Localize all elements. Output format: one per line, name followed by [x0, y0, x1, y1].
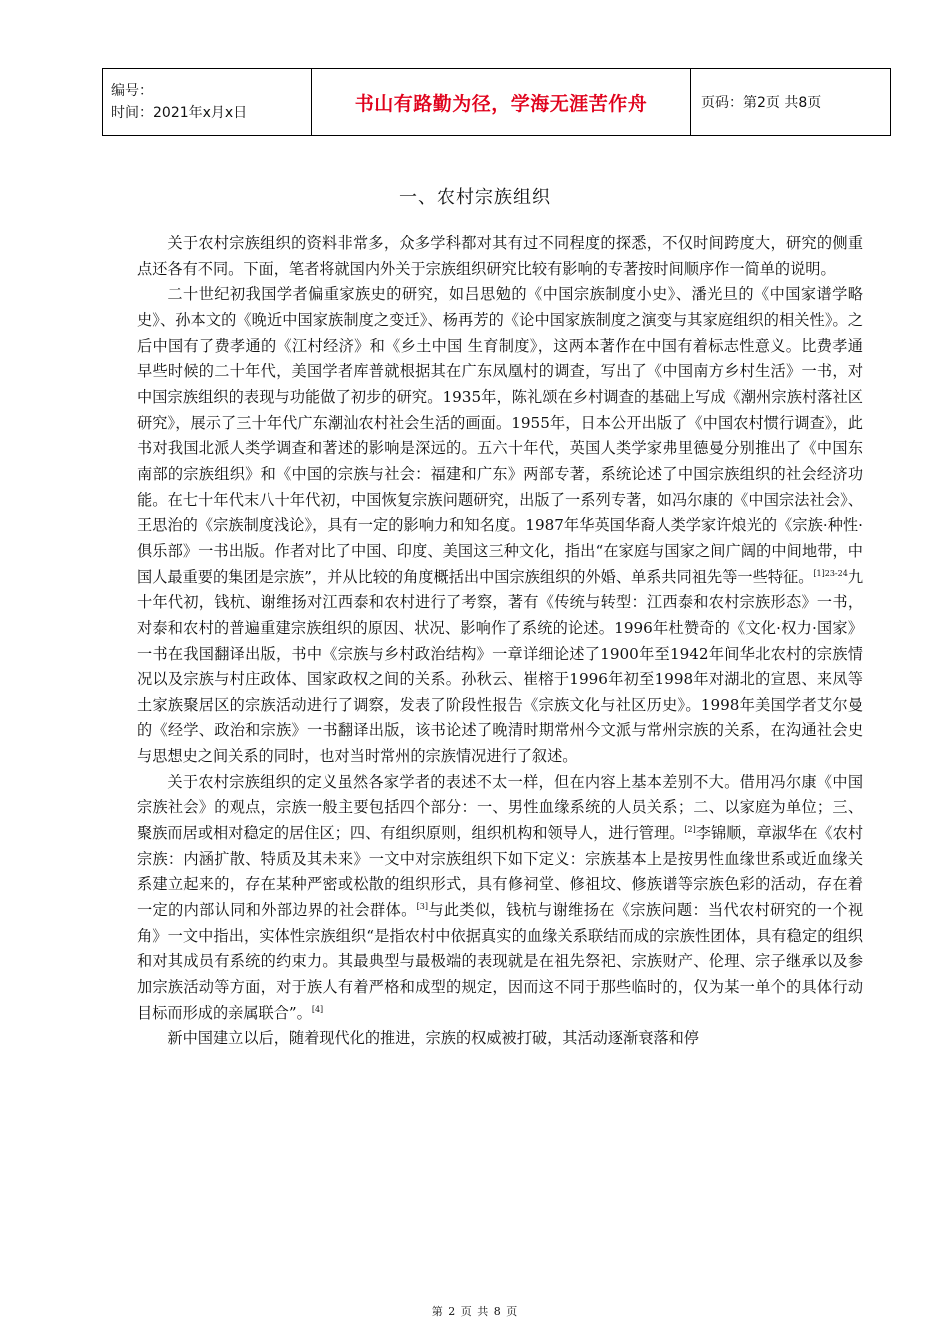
doc-time-label: 时间：2021年x月x日: [111, 105, 248, 121]
paragraph: 二十世纪初我国学者偏重家族史的研究，如吕思勉的《中国宗族制度小史》、潘光旦的《中国家谱学略史》、孙本文的《晚近中国家族制度之变迁》、杨再芳的《论中国家族制度之演变与其家庭组织的相关性》。之后中国有了费孝通的《江村经济》和《乡土中国 生育制度》，这两本著作在中国有着标志性意义。比费孝通早些时候的二十年代，美国学者库普就根据其在广东凤凰村的调查，写出了《中国南方乡村生活》一书，对中国宗族组织的表现与功能做了初步的研究。1935年，陈礼颂在乡村调查的基础上写成《潮州宗族村落社区研究》，展示了三十年代广东潮汕农村社会生活的画面。1955年，日本公开出版了《中国农村惯行调查》，此书对我国北派人类学调查和著述的影响是深远的。五六十年代，英国人类学家弗里德曼分别推出了《中国东南部的宗族组织》和《中国的宗族与社会：福建和广东》两部专著，系统论述了中国宗族组织的社会经济功能。在七十年代末八十年代初，中国恢复宗族问题研究，出版了一系列专著，如冯尔康的《中国宗法社会》、王思治的《宗族制度浅论》，具有一定的影响力和知名度。1987年华英国华裔人类学家许烺光的《宗族·种性·俱乐部》一书出版。作者对比了中国、印度、美国这三种文化，指出“在家庭与国家之间广阔的中间地带，中国人最重要的集团是宗族”，并从比较的角度概括出中国宗族组织的外婚、单系共同祖先等一些特征。$^{[1]23-24}$九十年代初，钱杭、谢维扬对江西泰和农村进行了考察，著有《传统与转型：江西泰和农村宗族形态》一书，对泰和农村的普遍重建宗族组织的原因、状况、影响作了系统的论述。1996年杜赞奇的《文化·权力·国家》一书在我国翻译出版，书中《宗族与乡村政治结构》一章详细论述了1900年至1942年间华北农村的宗族情况以及宗族与村庄政体、国家政权之间的关系。孙秋云、崔榕于1996年初至1998年对湖北的宣恩、来凤等土家族聚居区的宗族活动进行了调察，发表了阶段性报告《宗族文化与社区历史》。1998年美国学者艾尔曼的《经学、政治和宗族》一书翻译出版，该书论述了晚清时期常州今文派与常州宗族的关系，在沟通社会史与思想史之间关系的同时，也对当时常州的宗族情况进行了叙述。: [137, 285, 864, 766]
paragraph: 新中国建立以后，随着现代化的推进，宗族的权威被打破，其活动逐渐衰落和停: [167, 1029, 699, 1048]
header-meta-cell: [103, 69, 312, 136]
citation-ref: [2]: [684, 825, 696, 835]
paragraph: 关于农村宗族组织的资料非常多，众多学科都对其有过不同程度的探悉，不仅时间跨度大，研究的侧重点还各有不同。下面，笔者将就国内外关于宗族组织研究比较有影响的专著按时间顺序作一简单的说明。: [137, 234, 863, 278]
doc-number-label: 编号：: [111, 83, 153, 99]
paragraph: 关于农村宗族组织的定义虽然各家学者的表述不太一样，但在内容上基本差别不大。借用冯尔康《中国宗族社会》的观点，宗族一般主要包括四个部分：一、男性血缘系统的人员关系；二、以家庭为单位；三、聚族而居或相对稳定的居住区；四、有组织原则，组织机构和领导人，进行管理。[2]李锦顺，章淑华在《农村宗族：内涵扩散、特质及其未来》一文中对宗族组织下如下定义：宗族基本上是按男性血缘世系或近血缘关系建立起来的，存在某种严密或松散的组织形式，具有修祠堂、修祖坟、修族谱等宗族色彩的活动，存在着一定的内部认同和外部边界的社会群体。[3]与此类似，钱杭与谢维扬在《宗族问题：当代农村研究的一个视角》一文中指出，实体性宗族组织“是指农村中依据真实的血缘关系联结而成的宗族性团体，具有稳定的组织和对其成员有系统的约束力。其最典型与最极端的表现就是在祖先祭祀、宗族财产、伦理、宗子继承以及参加宗族活动等方面，对于族人有着严格和成型的规定，因而这不同于那些临时的，仅为某一单个的具体行动目标而形成的亲属联合”。[4]: [137, 772, 864, 1022]
document-header: [102, 68, 891, 136]
citation-ref: [3]: [416, 902, 428, 912]
header-motto-cell: [312, 69, 691, 136]
header-motto: 书山有路勤为径，学海无涯苦作舟: [354, 92, 648, 115]
page-footer: 第 2 页 共 8 页: [431, 1305, 519, 1318]
section-title: 一、农村宗族组织: [399, 187, 551, 208]
citation-ref: [4]: [311, 1004, 324, 1014]
citation-ref: [1]23-24: [813, 568, 848, 578]
body-text: [137, 231, 863, 1052]
header-page-info: 页码：第2页 共8页: [691, 69, 891, 136]
